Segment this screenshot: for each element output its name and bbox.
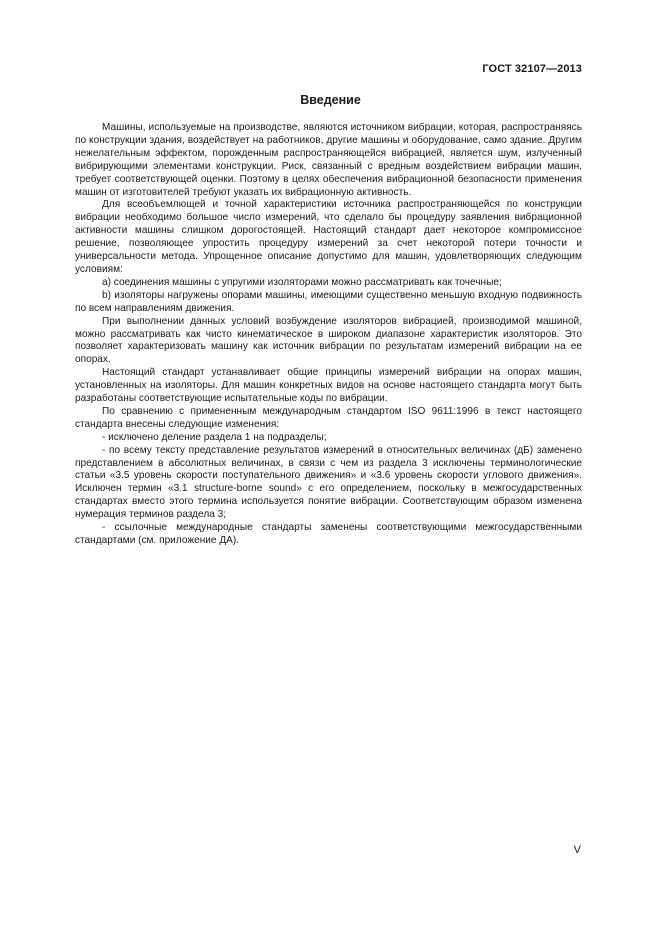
paragraph: При выполнении данных условий возбуждение изоляторов вибрацией, производимой машиной, можно рассматривать как чисто кинематическое в широком диапазоне характеристик изоляторов. Это позволяет характеризовать машину как источник вибрации по результатам измерений вибрации на ее опорах.: [75, 315, 582, 366]
list-item: - ссылочные международные стандарты заменены соответствующими межгосударственными стандартами (см. приложение ДА).: [75, 522, 582, 546]
standard-code: ГОСТ 32107—2013: [482, 63, 582, 75]
paragraph: Настоящий стандарт устанавливает общие принципы измерений вибрации на опорах машин, установленных на изоляторы. Для машин конкретных видов на основе настоящего стандарта могут быть разработаны соответствующие испытательные коды по вибрации.: [75, 367, 582, 405]
paragraph: По сравнению с примененным международным стандартом ISO 9611:1996 в текст настоящего стандарта внесены следующие изменения:: [75, 405, 582, 430]
paragraph: Машины, используемые на производстве, являются источником вибрации, которая, распространяясь по конструкции здания, воздействует на работников, другие машины и оборудование, само здание. Другим нежелательным эффектом, порожденным распространяющейся вибрацией, является шум, излученный вибрирующими элементами конструкции. Риск, связанный с вредным воздействием вибрации машин, требует соответствующей оценки. Поэтому в целях обеспечения вибрационной безопасности применения машин от изготовителей требуют указать их вибрационную активность.: [75, 122, 582, 198]
list-item: - по всему тексту представление результатов измерений в относительных величинах (дБ) заменено представлением в абсолютных величинах, в связи с чем из раздела 3 исключены терминологические статьи «3.5 уровень скорости поступательного движения» и «3.6 уровень скорости углового движения». Исключен термин «3.1 structure-borne sound» с его определением, поскольку в межгосударственных стандартах вместо этого термина используется понятие вибрации. Соответствующим образом изменена нумерация терминов раздела 3;: [75, 444, 582, 521]
introduction-body: [75, 122, 582, 548]
list-item: - исключено деление раздела 1 на подразделы;: [102, 431, 327, 443]
page-title: Введение: [300, 93, 361, 107]
list-item: а) соединения машины с упругими изоляторами можно рассматривать как точечные;: [102, 276, 502, 288]
list-item: b) изоляторы нагружены опорами машины, имеющими существенно меньшую входную подвижность по всем направлениям движения.: [75, 289, 582, 314]
page-number: V: [573, 844, 581, 856]
paragraph: Для всеобъемлющей и точной характеристики источника распространяющейся по конструкции вибрации необходимо большое число измерений, что сделало бы процедуру заявления вибрационной активности машины слишком дорогостоящей. Настоящий стандарт дает некоторое компромиссное решение, позволяющее упростить процедуру измерений за счет некоторой потери точности и универсальности метода. Упрощенное описание допустимо для машин, удовлетворяющих следующим условиям:: [75, 199, 582, 275]
